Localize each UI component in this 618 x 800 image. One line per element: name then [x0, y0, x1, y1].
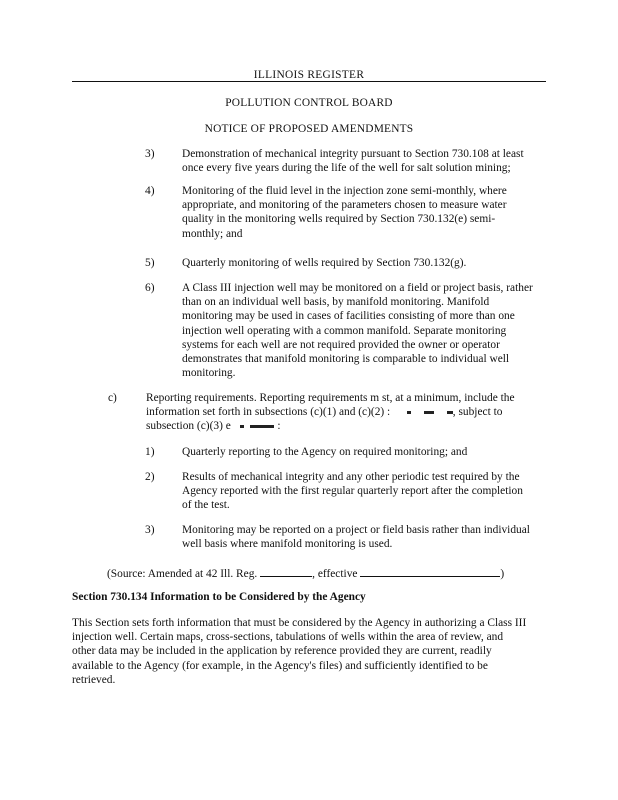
section-body: [72, 616, 542, 687]
item-line: appropriate, and monitoring of the parameters chosen to measure water: [182, 199, 507, 212]
item-line: of the test.: [182, 499, 230, 512]
item-number: 6): [145, 282, 155, 294]
item-line: Agency reported with the first regular quarterly report after the completion: [182, 485, 523, 498]
reporting-line-part: :: [277, 420, 281, 433]
reporting-line-part: information set forth in subsections (c)(1) and (c)(2) :: [146, 406, 391, 419]
notice-title: NOTICE OF PROPOSED AMENDMENTS: [204, 123, 414, 135]
item-line: Demonstration of mechanical integrity pursuant to Section 730.108 at least: [182, 148, 524, 160]
section-heading: Section 730.134 Information to be Considered by the Agency: [72, 591, 366, 603]
body-line: injection well. Certain maps, cross-sections, tabulations of wells within the area of review, and: [72, 631, 504, 644]
item-line: monitoring.: [182, 367, 236, 380]
source-prefix: (Source: Amended at 42 Ill. Reg.: [107, 568, 258, 580]
item-line: systems for each well are not required provided the owner or operator: [182, 338, 500, 351]
item-number: 5): [145, 257, 155, 269]
item-line: than on an individual well basis, by manifold monitoring. Manifold: [182, 296, 490, 309]
item-line: monitoring may be used in cases of facilities consisting of more than one: [182, 310, 515, 323]
item-line: Quarterly monitoring of wells required by Section 730.132(g).: [182, 257, 467, 269]
item-line: well basis where manifold monitoring is used.: [182, 538, 393, 551]
section-letter: c): [108, 392, 117, 404]
redaction-mark: [407, 411, 411, 414]
item-number: 1): [145, 446, 155, 458]
body-line: other data may be included in the application by reference provided they are current, readily: [72, 645, 492, 658]
item-number: 4): [145, 185, 155, 197]
body-line: available to the Agency (for example, in the Agency's files) and sufficiently identified to be: [72, 659, 488, 672]
reporting-line: [146, 419, 546, 433]
item-line: Monitoring may be reported on a project or field basis rather than individual: [182, 524, 530, 536]
source-note: [107, 566, 537, 581]
effective-date-blank: [360, 566, 500, 577]
item-line: Monitoring of the fluid level in the injection zone semi-monthly, where: [182, 185, 507, 197]
register-title: ILLINOIS REGISTER: [253, 69, 365, 81]
item-number: 3): [145, 524, 155, 536]
item-number: 2): [145, 471, 155, 483]
source-middle: , effective: [312, 568, 358, 580]
header-rule: [72, 81, 546, 82]
item-line: A Class III injection well may be monitored on a field or project basis, rather: [182, 282, 533, 294]
item-number: 3): [145, 148, 155, 160]
body-line: This Section sets forth information that must be considered by the Agency in authorizing a Class III: [72, 617, 527, 629]
item-line: demonstrates that manifold monitoring is comparable to individual well: [182, 353, 510, 366]
redaction-mark: [250, 425, 274, 428]
board-title: POLLUTION CONTROL BOARD: [225, 97, 393, 109]
item-line: Quarterly reporting to the Agency on required monitoring; and: [182, 446, 468, 458]
source-suffix: ): [500, 568, 505, 580]
item-line: once every five years during the life of the well for salt solution mining;: [182, 162, 511, 175]
item-line: injection well operating with a common manifold. Separate monitoring: [182, 324, 507, 337]
reporting-line-part: subsection (c)(3) e: [146, 420, 231, 433]
reporting-line: Reporting requirements. Reporting requirements m st, at a minimum, include the: [146, 392, 515, 404]
redaction-mark: [424, 411, 434, 414]
item-line: Results of mechanical integrity and any other periodic test required by the: [182, 471, 520, 483]
item-line: monthly; and: [182, 227, 243, 240]
reporting-line-part: , subject to: [452, 406, 503, 419]
redaction-mark: [240, 425, 244, 428]
item-line: quality in the monitoring wells required by Section 730.132(e) semi-: [182, 213, 496, 226]
register-blank: [260, 566, 312, 577]
reporting-line: [146, 405, 546, 419]
body-line: retrieved.: [72, 673, 116, 686]
